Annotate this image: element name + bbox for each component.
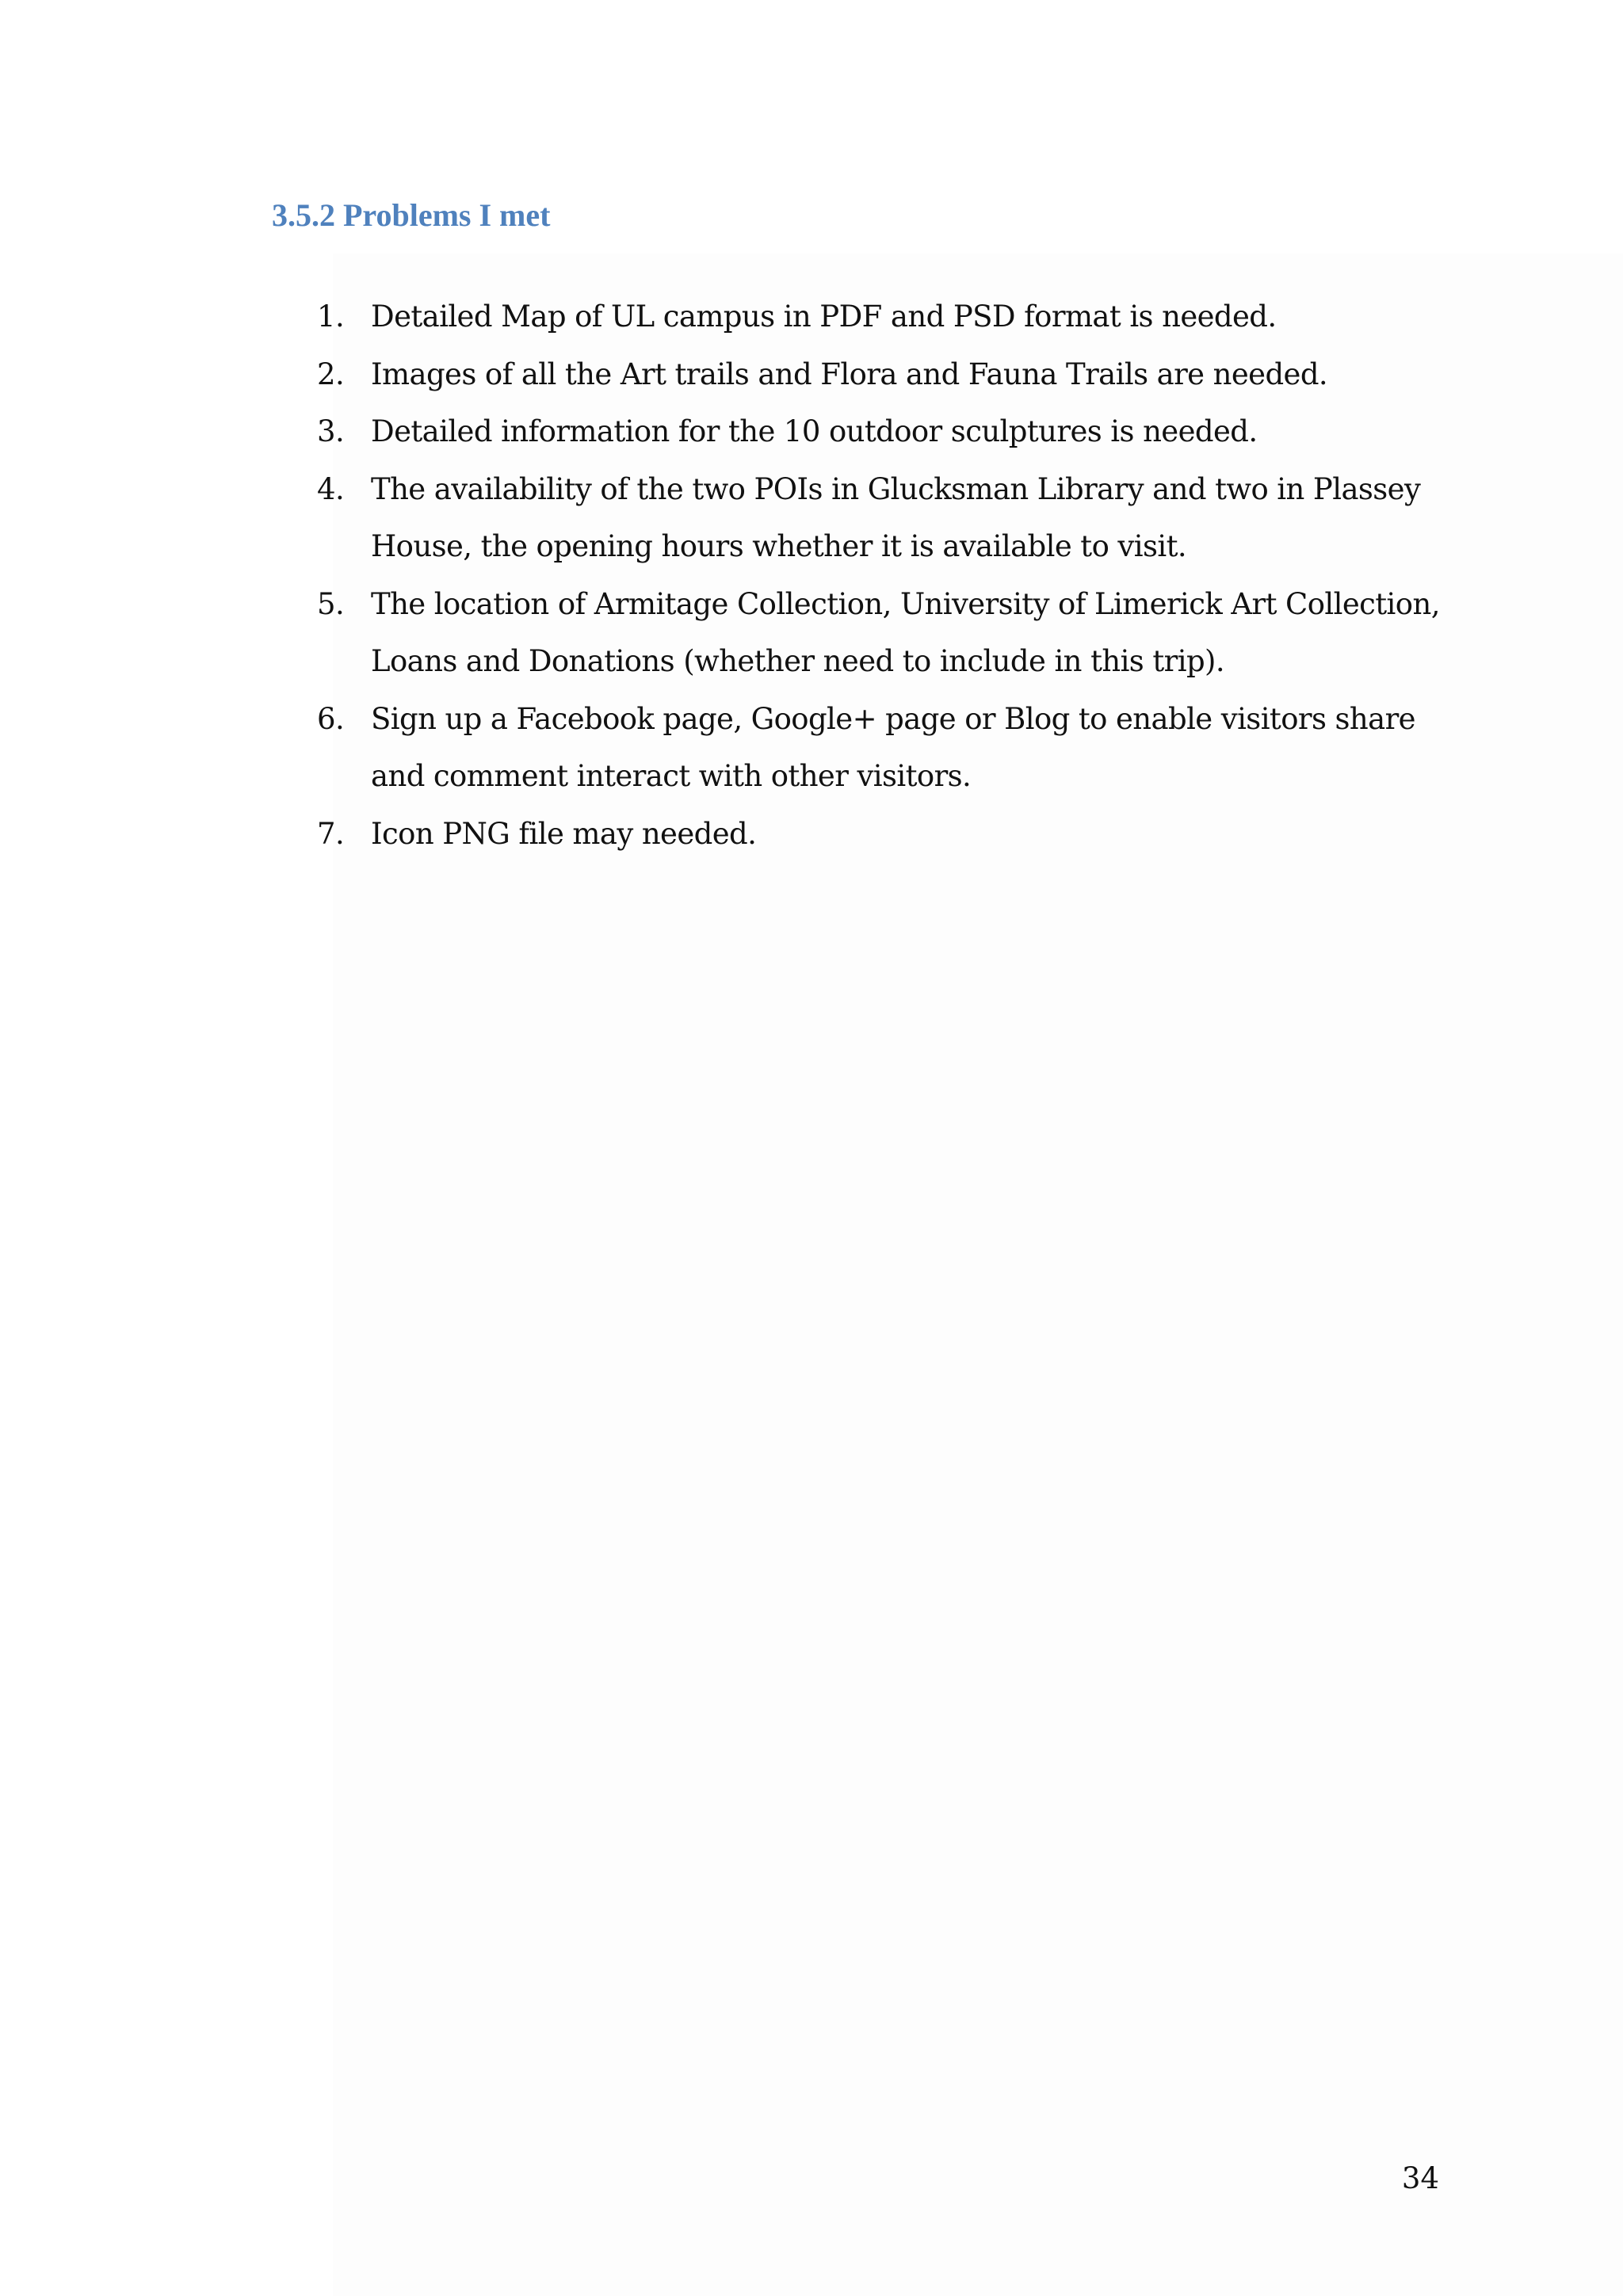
list-item-text: Icon PNG file may needed. (371, 816, 757, 851)
list-item-number: 4. (317, 471, 345, 506)
list-item-text: The availability of the two POIs in Glucksman Library and two in Plassey House, the opening hours whether it is available to visit. (371, 471, 1421, 563)
list-item (317, 691, 1442, 806)
list-item-number: 2. (317, 357, 345, 391)
list-item (317, 461, 1442, 576)
list-item-text: Detailed Map of UL campus in PDF and PSD format is needed. (371, 299, 1277, 334)
list-item-number: 3. (317, 414, 345, 448)
list-item (317, 288, 1442, 346)
list-item (317, 346, 1442, 404)
list-item (317, 806, 1442, 864)
page-number: 34 (1401, 2161, 1439, 2195)
list-item (317, 403, 1442, 461)
list-item-number: 1. (317, 299, 345, 334)
list-item-number: 6. (317, 701, 345, 736)
list-item-text: Sign up a Facebook page, Google+ page or Blog to enable visitors share and comment interact with other visitors. (371, 701, 1415, 793)
problems-list (317, 288, 1442, 863)
list-item-text: Images of all the Art trails and Flora and Fauna Trails are needed. (371, 357, 1328, 391)
section-heading: 3.5.2 Problems I met (272, 197, 551, 233)
list-item-number: 5. (317, 586, 345, 621)
list-item-number: 7. (317, 816, 345, 851)
list-item-text: Detailed information for the 10 outdoor sculptures is needed. (371, 414, 1258, 448)
list-item (317, 576, 1442, 691)
list-item-text: The location of Armitage Collection, University of Limerick Art Collection, Loans and Donations (whether need to include in this trip). (371, 586, 1440, 678)
